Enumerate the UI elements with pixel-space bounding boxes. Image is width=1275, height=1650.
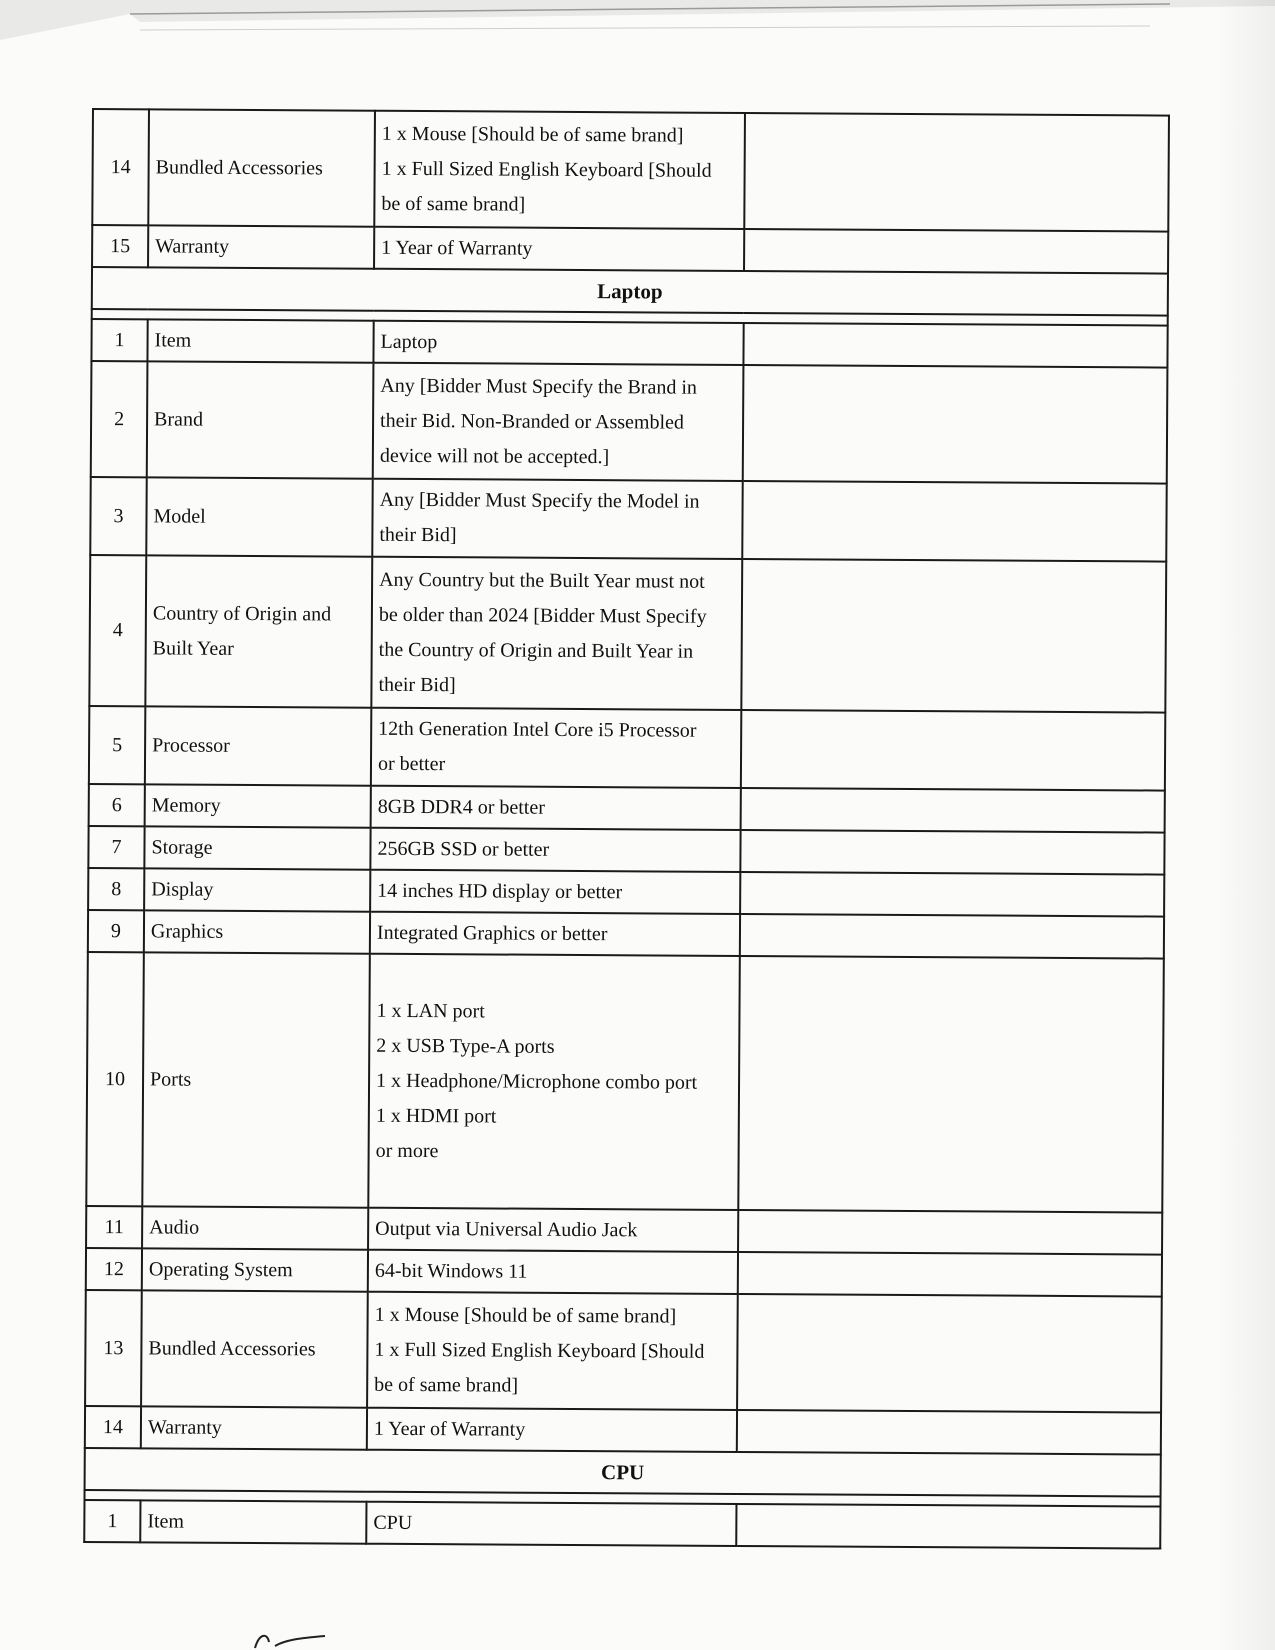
spec-line: 2 x USB Type-A ports — [376, 1034, 555, 1058]
spec-line: 1 x Mouse [Should be of same brand] — [374, 1303, 677, 1328]
specification-cell — [368, 954, 740, 1210]
row-number: 14 — [85, 1406, 141, 1448]
spec-line: Any [Bidder Must Specify the Brand in — [380, 374, 697, 399]
row-number: 15 — [92, 225, 148, 267]
table-row — [92, 225, 1168, 274]
spec-line: 256GB SSD or better — [377, 837, 550, 861]
row-number: 11 — [86, 1206, 142, 1248]
table-row — [88, 826, 1164, 875]
bidder-response-cell — [743, 323, 1167, 368]
row-number: 14 — [92, 109, 149, 225]
specification-cell — [370, 912, 740, 956]
row-number: 5 — [89, 706, 145, 784]
specification-cell — [367, 1408, 737, 1452]
table-row — [88, 910, 1164, 959]
bidder-response-cell — [738, 956, 1164, 1213]
table-row — [91, 361, 1168, 484]
row-number: 6 — [89, 784, 145, 826]
spec-line: device will not be accepted.] — [379, 444, 610, 468]
table-row — [85, 1406, 1161, 1455]
spec-line: their Bid] — [378, 673, 456, 696]
section-header-row — [92, 267, 1168, 316]
spec-line: 1 x Mouse [Should be of same brand] — [381, 122, 684, 147]
specification-cell — [368, 1208, 738, 1252]
spec-line: 8GB DDR4 or better — [377, 795, 546, 819]
spec-line: be older than 2024 [Bidder Must Specify — [378, 603, 707, 628]
table-row — [90, 477, 1166, 562]
spec-line: be of same brand] — [374, 1373, 519, 1397]
spec-line: their Bid. Non-Branded or Assembled — [380, 409, 685, 434]
table-row — [86, 952, 1164, 1213]
spec-line: Any Country but the Built Year must not — [379, 568, 705, 593]
specification-cell — [368, 1250, 738, 1294]
parameter-cell: Bundled Accessories — [148, 109, 375, 226]
bidder-response-cell — [741, 710, 1165, 791]
section-title-laptop: Laptop — [92, 267, 1168, 316]
section-header-row — [85, 1448, 1161, 1497]
parameter-cell: Graphics — [144, 910, 370, 953]
bidder-response-cell — [740, 914, 1164, 959]
row-number: 8 — [88, 868, 144, 910]
specification-cell — [367, 1292, 738, 1410]
row-number: 13 — [85, 1290, 142, 1406]
table-row — [91, 319, 1167, 368]
table-row — [84, 1500, 1160, 1549]
table-row — [86, 1248, 1162, 1297]
specification-cell — [374, 227, 744, 271]
table-row — [89, 784, 1165, 833]
specification-cell — [370, 870, 740, 914]
handwritten-mark — [245, 1628, 355, 1650]
page-edge-shadow — [1215, 0, 1275, 1650]
bidder-response-cell — [742, 481, 1166, 562]
specification-cell — [373, 363, 744, 481]
parameter-cell: Item — [147, 319, 373, 362]
row-number: 2 — [91, 361, 148, 477]
spec-line: 1 x Headphone/Microphone combo port — [375, 1069, 698, 1094]
row-number: 9 — [88, 910, 144, 952]
specification-cell — [366, 1502, 736, 1546]
row-number: 10 — [86, 952, 144, 1206]
bidder-response-cell — [740, 872, 1164, 917]
spec-line: the Country of Origin and Built Year in — [378, 638, 694, 663]
table-row — [89, 555, 1166, 713]
bidder-response-cell — [738, 1252, 1162, 1297]
specification-cell — [371, 708, 741, 788]
bidder-response-cell — [737, 1294, 1162, 1413]
spec-line: 12th Generation Intel Core i5 Processor — [378, 717, 697, 742]
specification-cell — [370, 828, 740, 872]
bidder-response-cell — [738, 1210, 1162, 1255]
parameter-cell: Memory — [145, 784, 371, 827]
parameter-cell: Brand — [147, 361, 374, 478]
specification-cell — [371, 786, 741, 830]
specification-cell — [371, 557, 742, 710]
spec-line: or more — [375, 1139, 439, 1162]
bidder-response-cell — [737, 1410, 1161, 1455]
specification-table — [83, 108, 1170, 1550]
parameter-cell: Processor — [145, 706, 371, 785]
bidder-response-cell — [741, 788, 1165, 833]
spec-line: Any [Bidder Must Specify the Model in — [379, 488, 700, 513]
specification-cell — [374, 111, 745, 229]
table-row — [89, 706, 1165, 791]
bidder-response-cell — [743, 365, 1168, 484]
spec-line: 1 x HDMI port — [375, 1104, 497, 1127]
spec-line: their Bid] — [379, 523, 457, 547]
parameter-cell: Bundled Accessories — [141, 1290, 368, 1407]
parameter-cell: Item — [140, 1500, 366, 1543]
spec-line: or better — [377, 752, 446, 776]
parameter-cell: Storage — [144, 826, 370, 869]
spec-line: 1 Year of Warranty — [373, 1417, 526, 1441]
parameter-cell: Country of Origin and Built Year — [145, 555, 372, 707]
row-number: 3 — [90, 477, 146, 555]
spec-line: Integrated Graphics or better — [376, 921, 608, 945]
table-row — [85, 1290, 1162, 1413]
page-fold-edge — [0, 0, 1275, 40]
spec-line: Laptop — [380, 330, 438, 353]
row-number: 1 — [91, 319, 147, 361]
spec-line: 1 x Full Sized English Keyboard [Should — [374, 1338, 705, 1363]
section-title-cpu: CPU — [85, 1448, 1161, 1497]
spec-line: 1 x Full Sized English Keyboard [Should — [381, 157, 712, 182]
spec-line: be of same brand] — [381, 192, 526, 216]
bidder-response-cell — [736, 1504, 1160, 1549]
table-row — [88, 868, 1164, 917]
spec-line: Output via Universal Audio Jack — [375, 1217, 638, 1241]
parameter-cell: Display — [144, 868, 370, 911]
table-row — [92, 109, 1169, 232]
specification-cell — [373, 321, 743, 365]
parameter-cell: Operating System — [142, 1248, 368, 1291]
bidder-response-cell — [744, 229, 1168, 274]
spec-line: 1 Year of Warranty — [381, 236, 533, 260]
bidder-response-cell — [740, 830, 1164, 875]
specification-cell — [372, 479, 742, 559]
row-number: 7 — [88, 826, 144, 868]
table-row — [86, 1206, 1162, 1255]
parameter-cell: Model — [146, 477, 372, 556]
parameter-cell: Warranty — [148, 225, 374, 268]
spec-line: CPU — [373, 1511, 413, 1534]
row-number: 12 — [86, 1248, 142, 1290]
row-number: 1 — [84, 1500, 140, 1542]
bidder-response-cell — [744, 113, 1169, 232]
parameter-cell: Audio — [142, 1206, 368, 1249]
spec-line: 64-bit Windows 11 — [374, 1259, 528, 1283]
parameter-cell: Ports — [142, 952, 370, 1207]
row-number: 4 — [89, 555, 146, 706]
spec-line: 14 inches HD display or better — [377, 879, 623, 903]
spec-line: 1 x LAN port — [376, 999, 485, 1022]
bidder-response-cell — [741, 559, 1166, 713]
parameter-cell: Warranty — [141, 1406, 367, 1449]
